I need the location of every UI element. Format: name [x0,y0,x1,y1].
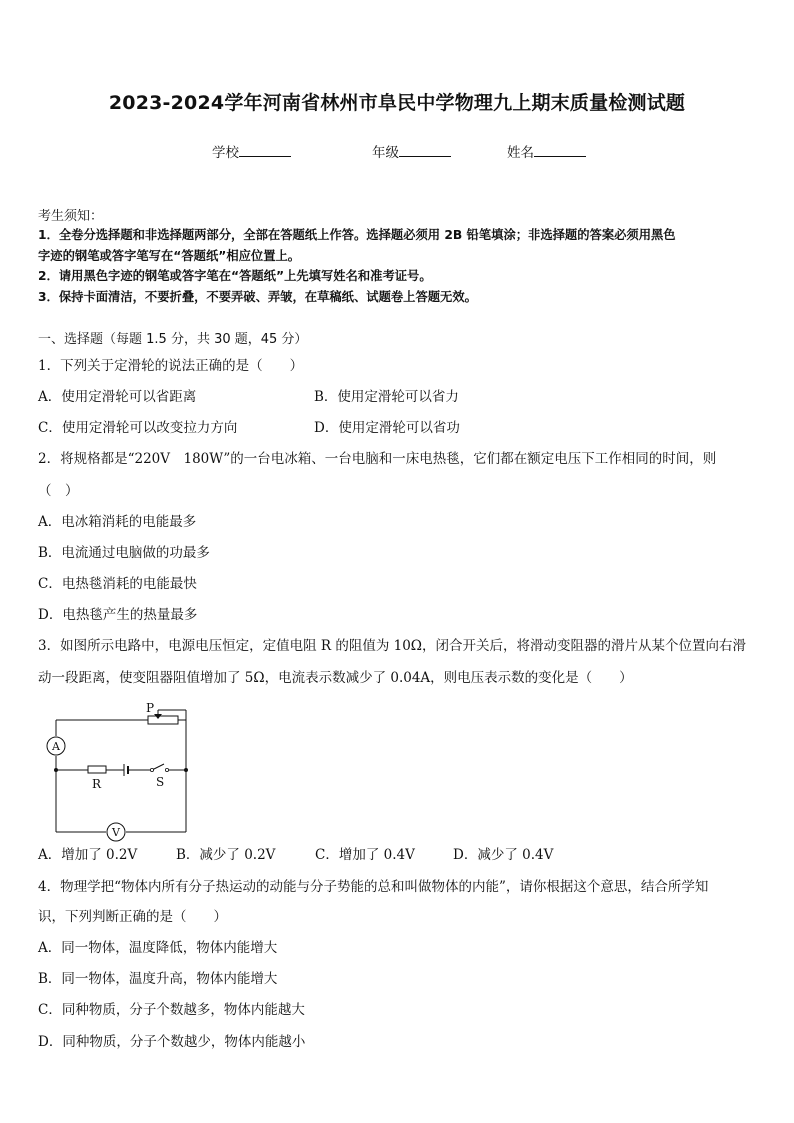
rheostat [148,716,178,724]
notice-item: 2．请用黑色字迹的钢笔或答字笔在“答题纸”上先填写姓名和准考证号。 [38,269,432,283]
label-R: R [92,777,102,791]
label-V: V [112,826,120,839]
q4-stem-line2: 识，下列判断正确的是（ ） [38,909,227,925]
notice-heading: 考生须知： [38,209,104,224]
resistor [88,766,106,773]
notice-item: 3．保持卡面清洁，不要折叠，不要弄破、弄皱，在草稿纸、试题卷上答题无效。 [38,290,477,304]
circuit-diagram [38,700,198,839]
q1-option-b[interactable]: B．使用定滑轮可以省力 [314,389,459,405]
q2-option-b[interactable]: B．电流通过电脑做的功最多 [38,545,210,561]
q2-stem-line2: （ ） [38,483,79,499]
q1-option-d[interactable]: D．使用定滑轮可以省功 [314,420,460,436]
school-field[interactable] [212,141,291,161]
q2-option-c[interactable]: C．电热毯消耗的电能最快 [38,576,197,592]
name-blank[interactable] [534,144,586,157]
q3-option-c[interactable]: C．增加了 0.4V [315,847,415,863]
grade-label: 年级 [372,145,399,161]
junction-dot [184,768,188,772]
school-blank[interactable] [239,144,291,157]
notice-item: 1．全卷分选择题和非选择题两部分，全部在答题纸上作答。选择题必须用 2B 铅笔填涂；非选择题的答案必须用黑色 [38,228,676,242]
q4-option-d[interactable]: D．同种物质，分子个数越少，物体内能越小 [38,1034,306,1050]
q1-stem: 1．下列关于定滑轮的说法正确的是（ ） [38,358,304,374]
name-label: 姓名 [507,145,534,161]
notice-item: 字迹的钢笔或答字笔写在“答题纸”相应位置上。 [38,249,301,263]
q3-stem-line1: 3．如图所示电路中，电源电压恒定，定值电阻 R 的阻值为 10Ω，闭合开关后，将滑动变阻器的滑片从某个位置向右滑 [38,638,746,654]
page-title: 2023-2024学年河南省林州市阜民中学物理九上期末质量检测试题 [108,92,686,114]
q3-option-d[interactable]: D．减少了 0.4V [453,847,554,863]
school-label: 学校 [212,145,239,161]
q3-option-b[interactable]: B．减少了 0.2V [176,847,276,863]
q3-option-a[interactable]: A．增加了 0.2V [38,847,138,863]
q4-option-a[interactable]: A．同一物体，温度降低，物体内能增大 [38,940,278,956]
q4-option-c[interactable]: C．同种物质，分子个数越多，物体内能越大 [38,1002,305,1018]
grade-blank[interactable] [399,144,451,157]
q3-stem-line2: 动一段距离，使变阻器阻值增加了 5Ω，电流表示数减少了 0.04A，则电压表示数的变化是（ ） [38,670,633,686]
q4-stem-line1: 4．物理学把“物体内所有分子热运动的动能与分子势能的总和叫做物体的内能”，请你根据这个意思，结合所学知 [38,879,709,895]
q1-option-c[interactable]: C．使用定滑轮可以改变拉力方向 [38,420,238,436]
name-field[interactable] [507,141,586,161]
switch-contact [150,768,153,771]
switch-contact [165,768,168,771]
q2-option-a[interactable]: A．电冰箱消耗的电能最多 [38,514,197,530]
label-P: P [146,701,155,715]
q4-option-b[interactable]: B．同一物体，温度升高，物体内能增大 [38,971,278,987]
switch-blade [152,764,164,770]
section-heading: 一、选择题（每题 1.5 分，共 30 题，45 分） [38,332,308,347]
label-S: S [156,775,165,789]
q2-stem-line1: 2．将规格都是“220V 180W”的一台电冰箱、一台电脑和一床电热毯，它们都在额定电压下工作相同的时间，则 [38,451,717,467]
label-A: A [52,740,60,753]
junction-dot [54,768,58,772]
grade-field[interactable] [372,141,451,161]
q1-option-a[interactable]: A．使用定滑轮可以省距离 [38,389,197,405]
q2-option-d[interactable]: D．电热毯产生的热量最多 [38,607,198,623]
